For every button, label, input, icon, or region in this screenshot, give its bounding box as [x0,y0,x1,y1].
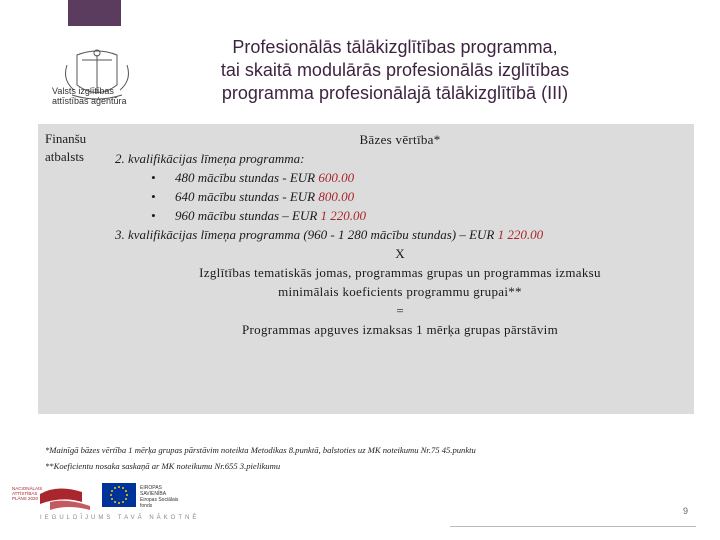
bullet-item-3 [115,206,685,225]
footnote-2: **Koeficientu nosaka saskaņā ar MK noteikumu Nr.655 3.pielikumu [45,461,281,471]
bullet-item-1 [115,168,685,187]
equals-sign: = [396,303,404,318]
top-decor-tab [68,0,121,26]
title-line-1: Profesionālās tālākizglītības programma, [232,37,558,57]
bullet-icon: • [151,189,156,204]
org-name-line1: Valsts izglītības [52,86,114,96]
row-label [45,130,86,166]
eu-text-line1: EIROPAS SAVIENĪBA [140,485,167,497]
result-line: Programmas apguves izmaksas 1 mērķa grupas pārstāvim [242,322,558,337]
nap-line2: ATTĪSTĪBAS [12,491,38,496]
bullet-text-2: 640 mācību stundas - EUR [175,189,319,204]
multiply-sign: X [395,246,405,261]
bullet-text-1: 480 mācību stundas - EUR [175,170,319,185]
page-number: 9 [682,506,688,516]
eu-text [140,485,180,509]
bullet-amount-3: 1 220.00 [320,208,367,223]
nap-logo [12,480,92,518]
eu-text-line3: fonds [140,503,153,509]
footnotes [45,442,476,474]
bullet-text-3: 960 mācību stundas – EUR [175,208,321,223]
base-value-heading: Bāzes vērtība* [359,132,441,147]
bullet-amount-1: 600.00 [318,170,355,185]
page-title [160,36,630,105]
coefficient-line-2: minimālais koeficients programmu grupai** [278,284,522,299]
slogan: IEGULDĪJUMS TAVĀ NĀKOTNĒ [40,515,200,521]
level3-amount: 1 220.00 [497,227,544,242]
eu-stars-icon [102,483,136,507]
row-label-line2: atbalsts [45,149,84,164]
bullet-item-2 [115,187,685,206]
level3-line [115,225,685,244]
nap-line1: NACIONĀLAIS [12,486,43,491]
org-name [52,86,147,106]
bullet-amount-2: 800.00 [318,189,355,204]
eu-flag-icon [102,483,136,507]
footnote-1: *Mainīgā bāzes vērtība 1 mērķa grupas pārstāvim noteikta Metodikas 8.punktā, balstoties uz MK noteikumu Nr.75 45.punktu [45,445,476,455]
bullet-icon: • [151,208,156,223]
level2-heading: 2. kvalifikācijas līmeņa programma: [115,151,305,166]
eu-text-line2: Eiropas Sociālais [140,497,179,503]
coefficient-line-1: Izglītības tematiskās jomas, programmas grupas un programmas izmaksu [199,265,601,280]
bullet-icon: • [151,170,156,185]
org-name-line2: attīstības aģentūra [52,96,127,106]
nap-line3: PLĀNS 2020 [12,496,39,501]
coat-of-arms-icon [52,30,142,120]
content-body [115,130,685,339]
nap-logo-text [12,486,42,501]
title-line-2: tai skaitā modulārās profesionālās izglītības [220,60,570,80]
row-label-line1: Finanšu [45,131,87,146]
page-divider [450,526,696,527]
level3-text: 3. kvalifikācijas līmeņa programma (960 - 1 280 mācību stundas) – EUR [115,227,498,242]
title-line-3: programma profesionālajā tālākizglītībā (III) [221,83,569,103]
